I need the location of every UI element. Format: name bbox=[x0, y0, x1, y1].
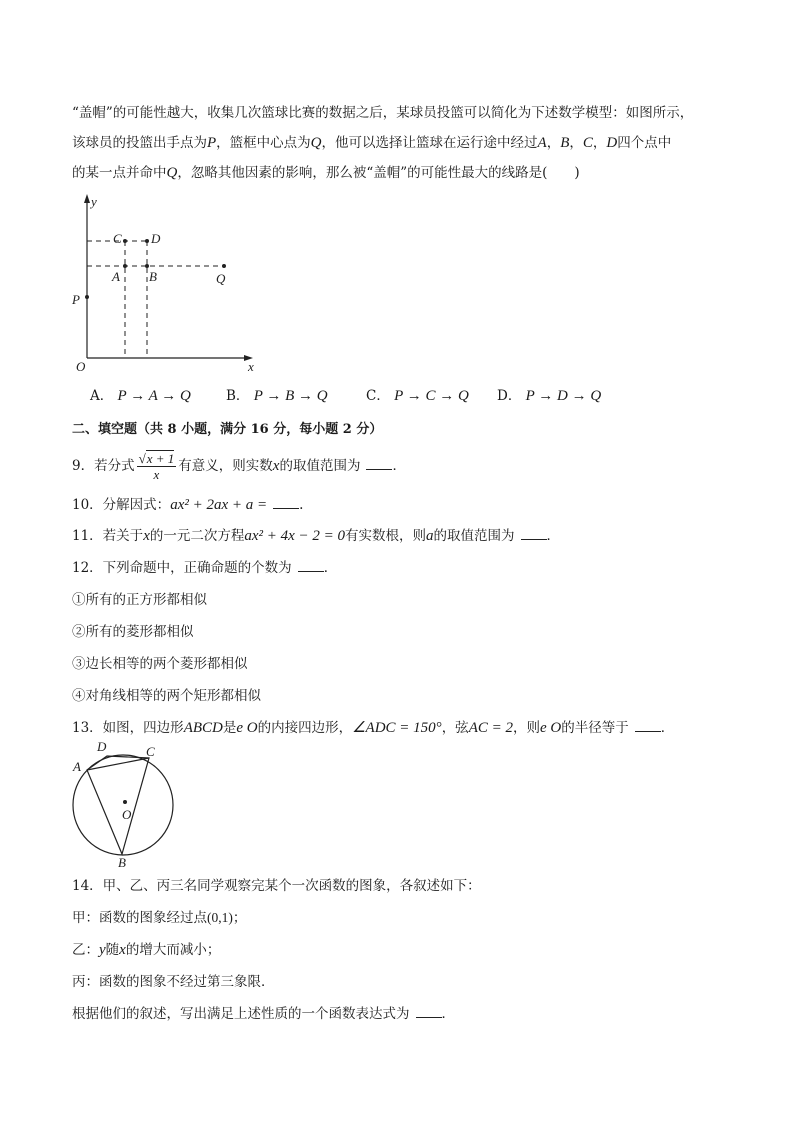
q12-item-4: ④对角线相等的两个矩形都相似 bbox=[72, 688, 261, 704]
point-B bbox=[145, 264, 149, 268]
coordinate-figure bbox=[66, 190, 266, 380]
label-A: A bbox=[112, 269, 120, 284]
label-A: A bbox=[73, 759, 81, 774]
q14-yi: 乙：y随x的增大而减小； bbox=[72, 942, 221, 958]
q12-item-3: ③边长相等的两个菱形都相似 bbox=[72, 656, 248, 672]
q12-item-2: ②所有的菱形都相似 bbox=[72, 624, 194, 640]
label-B: B bbox=[118, 855, 126, 870]
question-10: 10．分解因式：ax² + 2ax + a = . bbox=[72, 497, 304, 513]
option-b[interactable]: B． P → B → Q bbox=[226, 388, 328, 404]
circle-figure bbox=[64, 736, 184, 871]
point-A bbox=[123, 264, 127, 268]
label-y: y bbox=[91, 194, 97, 209]
answer-blank-11[interactable] bbox=[521, 527, 547, 540]
label-x: x bbox=[248, 359, 254, 374]
point-P bbox=[85, 295, 89, 299]
question-12: 12．下列命题中，正确命题的个数为 ． bbox=[72, 560, 338, 576]
option-c[interactable]: C． P → C → Q bbox=[366, 388, 469, 404]
answer-blank-9[interactable] bbox=[366, 457, 392, 470]
answer-blank-14[interactable] bbox=[416, 1005, 442, 1018]
intro-line-1: “盖帽”的可能性越大，收集几次篮球比赛的数据之后，某球员投篮可以简化为下述数学模型：如图所示， bbox=[72, 105, 694, 121]
point-Q bbox=[222, 264, 226, 268]
label-O: O bbox=[122, 807, 132, 822]
label-D: D bbox=[151, 231, 161, 246]
label-C: C bbox=[113, 231, 122, 246]
q14-jia: 甲：函数的图象经过点(0,1)； bbox=[72, 910, 247, 926]
answer-blank-12[interactable] bbox=[298, 559, 324, 572]
q14-bing: 丙：函数的图象不经过第三象限． bbox=[72, 974, 275, 990]
point-D bbox=[145, 239, 149, 243]
question-9: 9．若分式 $\frac{√x + 1}{x}$ 有意义，则实数x的取值范围为 ． bbox=[72, 451, 406, 482]
intro-line-2: 该球员的投篮出手点为P，篮框中心点为Q，他可以选择让篮球在运行途中经过A，B，C，D四个点中 bbox=[72, 135, 672, 151]
center-O bbox=[123, 800, 127, 804]
q12-item-1: ①所有的正方形都相似 bbox=[72, 592, 207, 608]
label-B: B bbox=[149, 269, 157, 284]
intro-line-3: 的某一点并命中Q，忽略其他因素的影响，那么被“盖帽”的可能性最大的线路是( ) bbox=[72, 165, 580, 181]
option-d[interactable]: D． P → D → Q bbox=[497, 388, 602, 404]
question-14: 14．甲、乙、丙三名同学观察完某个一次函数的图象，各叙述如下： bbox=[72, 878, 481, 894]
question-13: 13．如图，四边形ABCD是e O的内接四边形，∠ADC = 150°，弦AC = 2，则e O的半径等于 ． bbox=[72, 720, 675, 736]
option-a[interactable]: A． P → A → Q bbox=[90, 388, 191, 404]
label-P: P bbox=[72, 292, 80, 307]
answer-blank-10[interactable] bbox=[273, 496, 299, 509]
label-C: C bbox=[146, 744, 155, 759]
section-heading: 二、填空题（共 8 小题，满分 16 分，每小题 2 分） bbox=[72, 422, 383, 437]
answer-blank-13[interactable] bbox=[635, 719, 661, 732]
fraction: $\frac{√x + 1}{x}$ bbox=[138, 451, 175, 482]
label-O: O bbox=[76, 359, 86, 374]
question-11: 11．若关于x的一元二次方程ax² + 4x − 2 = 0有实数根，则a的取值范围为 ． bbox=[72, 528, 561, 544]
q14-ask: 根据他们的叙述，写出满足上述性质的一个函数表达式为 ． bbox=[72, 1006, 455, 1022]
label-Q: Q bbox=[216, 271, 226, 286]
label-D: D bbox=[97, 739, 107, 754]
point-C bbox=[123, 239, 127, 243]
